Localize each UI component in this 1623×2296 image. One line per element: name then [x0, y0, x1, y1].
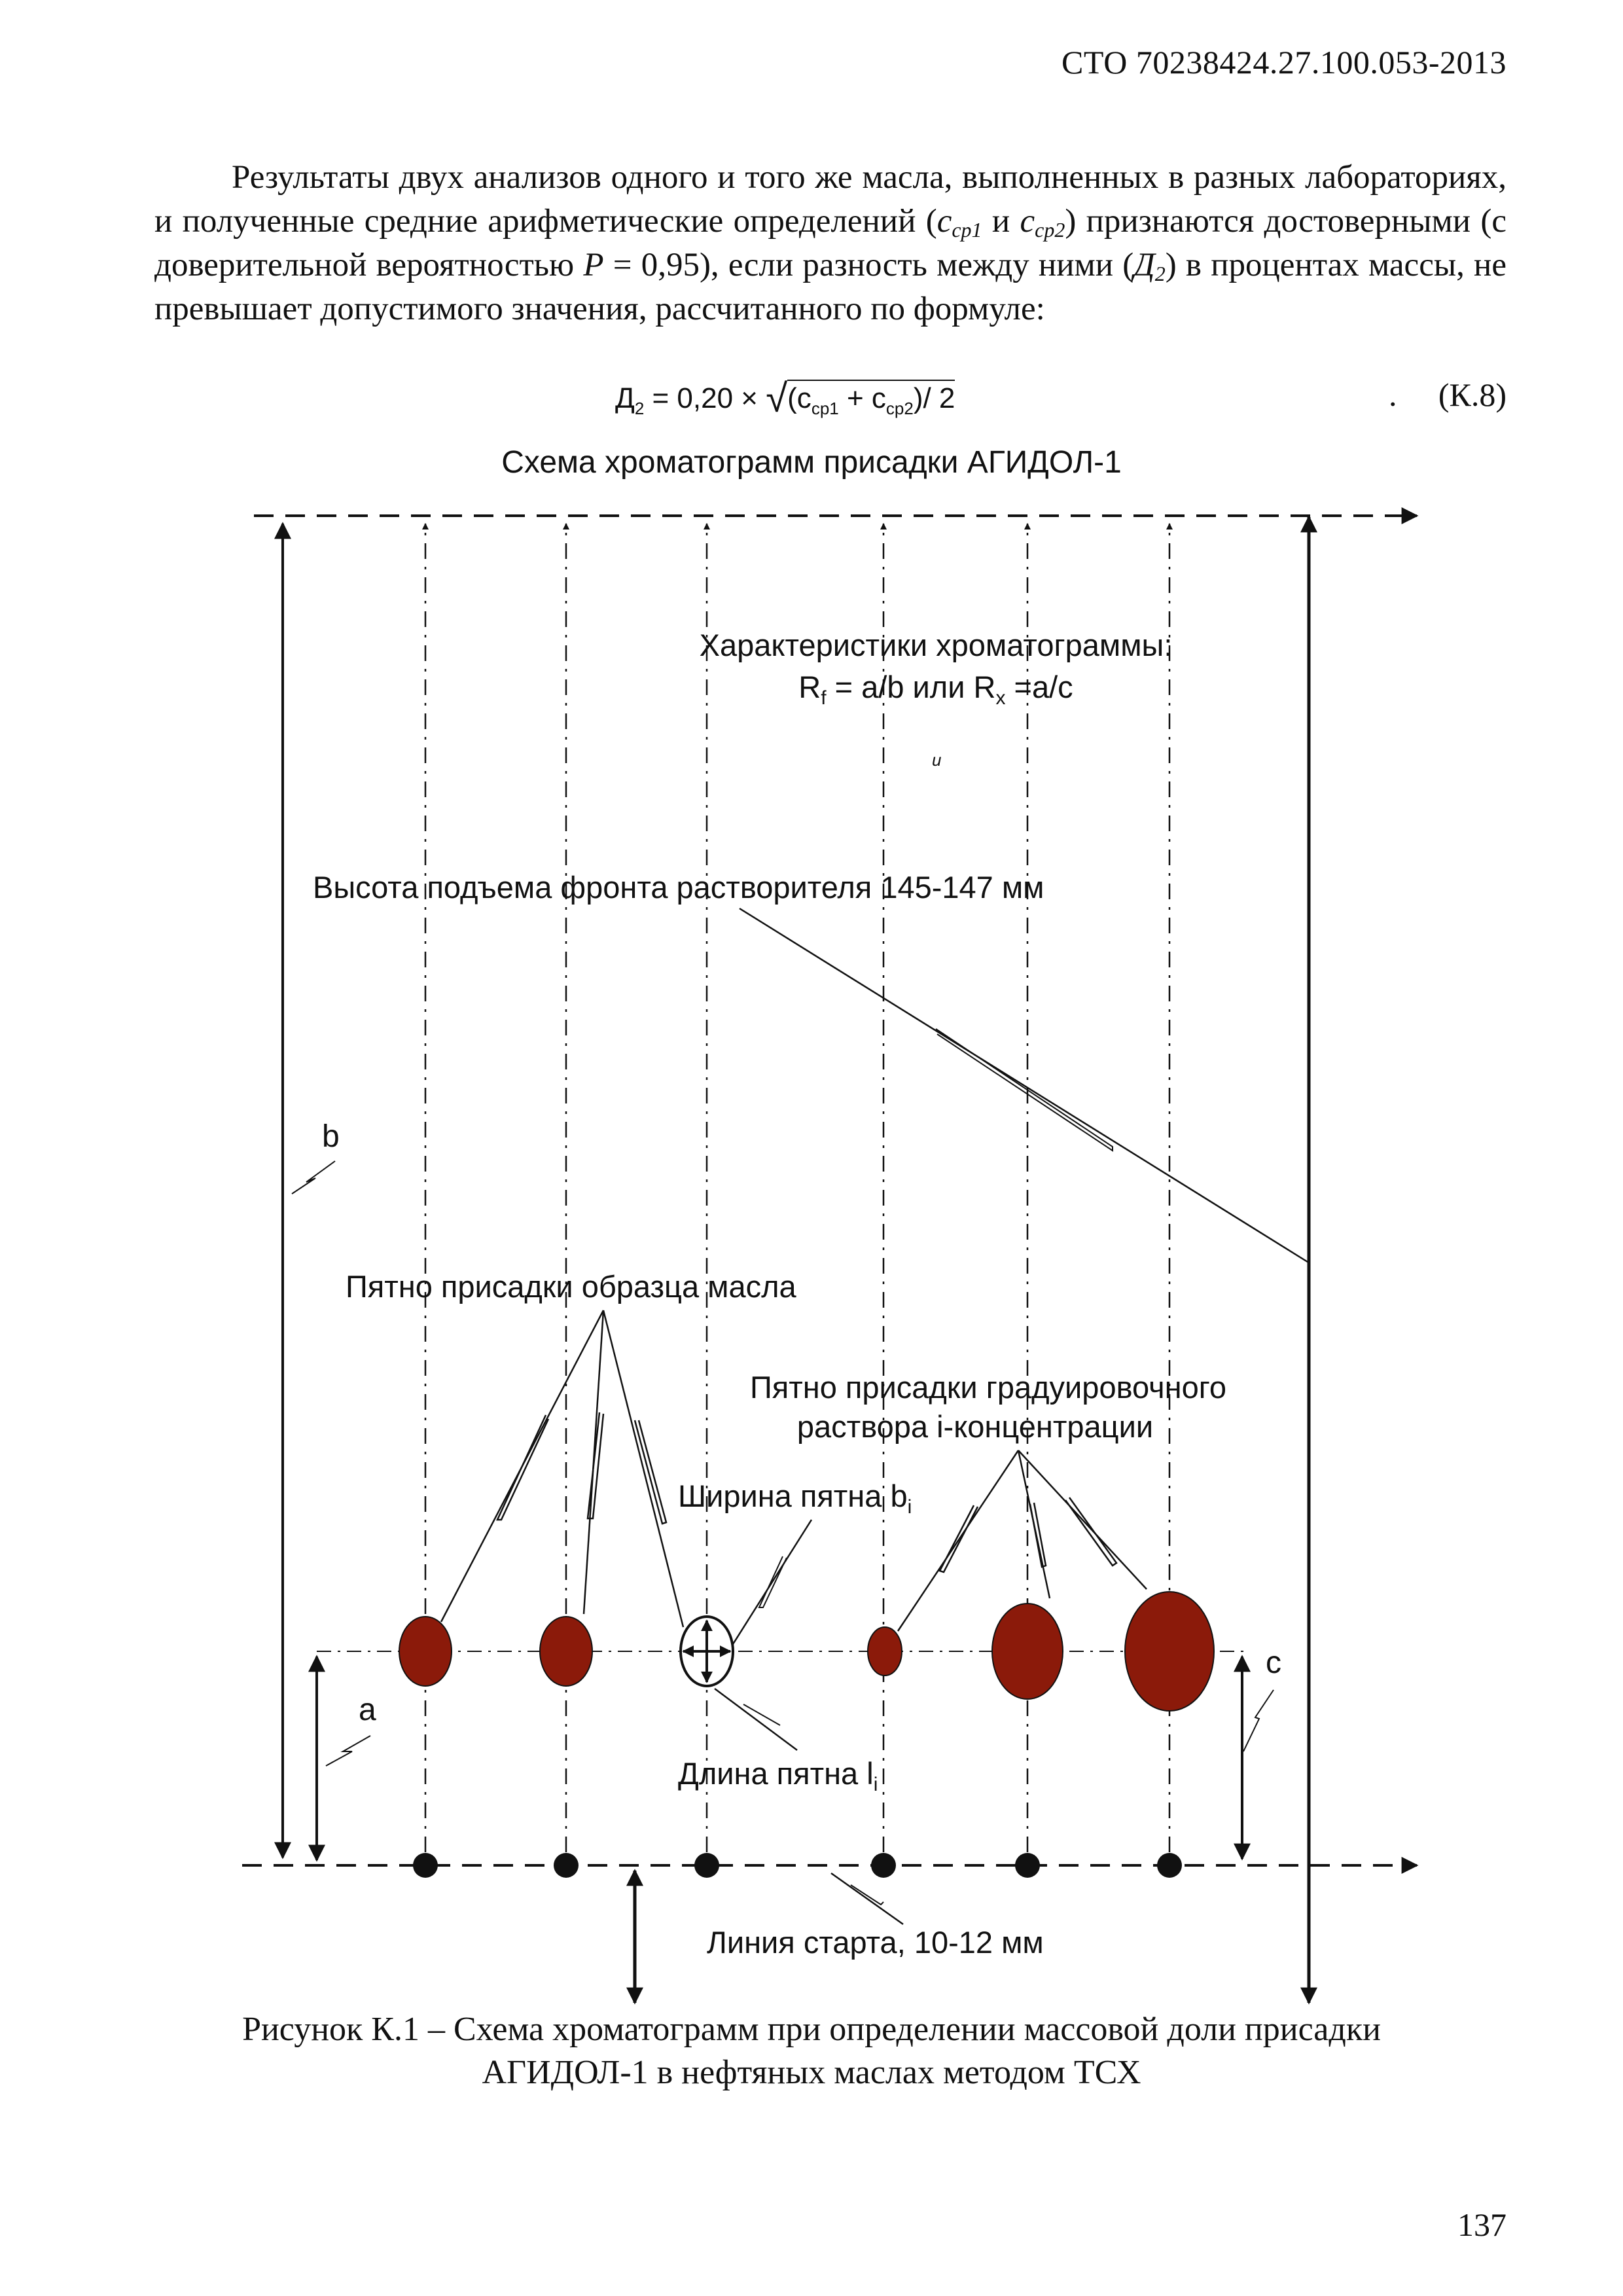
- start-dot-3: [694, 1853, 719, 1878]
- label-c: c: [1266, 1645, 1281, 1680]
- stray-mark: и: [932, 750, 942, 770]
- start-dot-1: [413, 1853, 438, 1878]
- chromatogram-diagram: [0, 425, 1623, 2009]
- rf-formula: $R_f = a/b$ или $R_x =a/c$: [798, 670, 1073, 709]
- start-line-label: Линия старта, 10-12 мм: [707, 1925, 1044, 1960]
- sample-spot-1: [399, 1617, 452, 1686]
- sample-spot-2: [540, 1617, 592, 1686]
- sample-spot-label: Пятно присадки образца масла: [346, 1269, 796, 1304]
- calibration-spot-label-line2: раствора i-концентрации: [796, 1409, 1154, 1444]
- start-dot-6: [1157, 1853, 1182, 1878]
- b-leader: [292, 1161, 335, 1194]
- sample-spot-leaders: [441, 1310, 683, 1627]
- a-leader: [326, 1736, 370, 1766]
- document-code: СТО 70238424.27.100.053-2013: [1061, 44, 1507, 81]
- figure-caption: [0, 2008, 1623, 2094]
- equation-number: (К.8): [1438, 376, 1507, 413]
- start-dot-5: [1015, 1853, 1040, 1878]
- solvent-front-label: Высота подъема фронта растворителя 145-147 мм: [313, 870, 1044, 905]
- spot-length-leader: [715, 1689, 797, 1750]
- formula-dot: .: [1389, 376, 1397, 413]
- formula-k8: $Д_2 = 0,20 \times √(c_{ср1} + c_{ср2})/$ 2: [615, 376, 955, 420]
- label-b: b: [322, 1119, 340, 1154]
- start-line-leader: [831, 1873, 903, 1924]
- calibration-spot-3: [1125, 1592, 1214, 1711]
- solvent-front-leader: [740, 908, 1308, 1262]
- figure-title: Схема хроматограмм присадки АГИДОЛ-1: [501, 445, 1122, 480]
- spot-width-leader: [733, 1520, 812, 1644]
- spot-width-label: Ширина пятна $b_i$: [678, 1479, 912, 1518]
- start-dot-4: [871, 1853, 896, 1878]
- calibration-spot-2: [992, 1604, 1063, 1699]
- c-leader: [1243, 1690, 1274, 1751]
- page-number: 137: [1457, 2206, 1507, 2243]
- spot-length-label: Длина пятна $l_i$: [678, 1756, 878, 1795]
- caption-line-2: АГИДОЛ-1 в нефтяных маслах методом ТСХ: [482, 2054, 1141, 2091]
- start-line-squiggle: [851, 1885, 883, 1905]
- solvent-front-squiggle: [936, 1029, 1113, 1151]
- body-paragraph: Результаты двух анализов одного и того же масла, выполненных в разных лабораториях, и полученные средние арифметические определений ($c_{ср1}$ и $c_{ср2}$) признаются достоверными (с доверительной вероятностью P = 0,95), если разность между ними $(Д_2)$ в процентах массы, не превышает допустимого значения, рассчитанного по формуле:: [154, 159, 1507, 327]
- label-a: a: [359, 1693, 376, 1727]
- calibration-spot-1: [868, 1627, 902, 1676]
- caption-line-1: Рисунок К.1 – Схема хроматограмм при определении массовой доли присадки: [242, 2011, 1381, 2048]
- start-dot-2: [554, 1853, 579, 1878]
- chromatogram-characteristics-title: Характеристики хроматограммы:: [699, 628, 1173, 662]
- calibration-spot-label-line1: Пятно присадки градуировочного: [750, 1370, 1226, 1405]
